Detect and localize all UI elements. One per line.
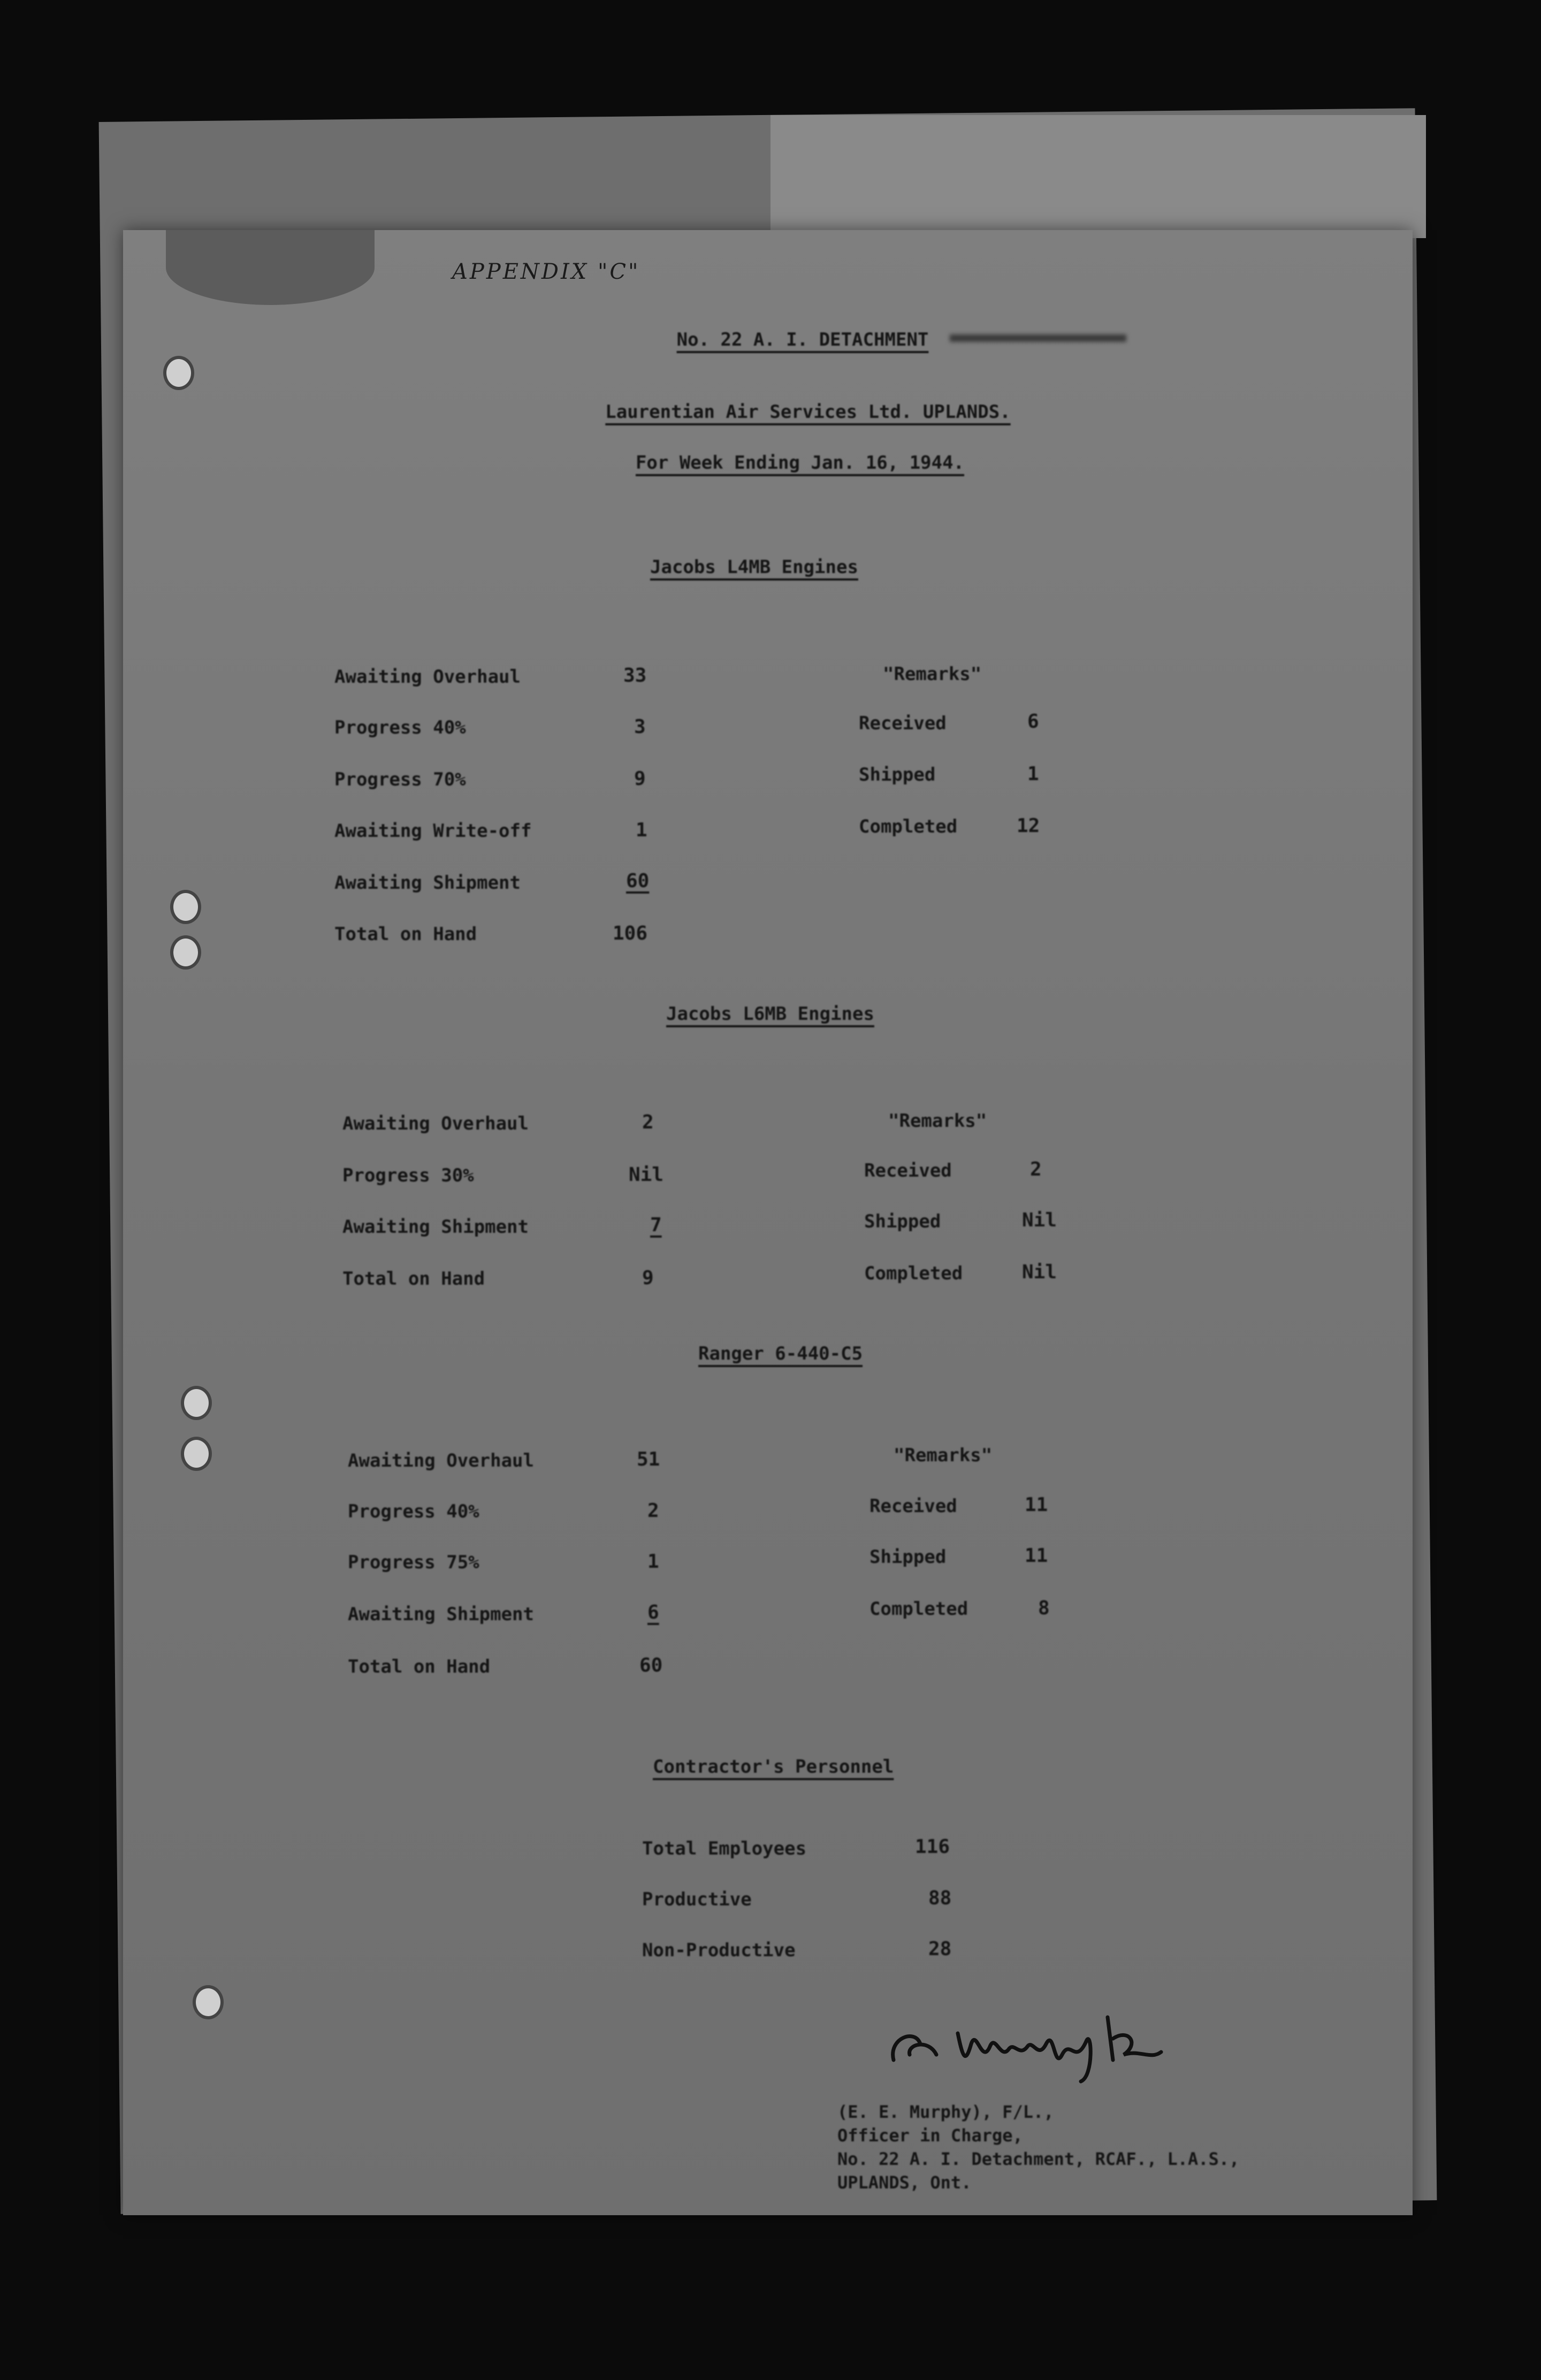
row-label: Awaiting Shipment bbox=[348, 1604, 534, 1625]
remarks-title: "Remarks" bbox=[894, 1445, 993, 1466]
row-value: 1 bbox=[636, 819, 647, 841]
remark-value: 11 bbox=[1025, 1545, 1048, 1567]
header-unit: No. 22 A. I. DETACHMENT bbox=[676, 329, 929, 350]
remark-value: 11 bbox=[1025, 1494, 1048, 1516]
personnel-value: 116 bbox=[915, 1836, 950, 1858]
remark-value: 6 bbox=[1027, 711, 1039, 733]
remark-label: Received bbox=[869, 1496, 957, 1517]
remark-label: Shipped bbox=[869, 1546, 947, 1568]
row-label: Awaiting Shipment bbox=[342, 1216, 529, 1238]
remark-value: 12 bbox=[1017, 815, 1040, 837]
row-value: 51 bbox=[637, 1448, 660, 1470]
section-title: Jacobs L6MB Engines bbox=[666, 1003, 874, 1025]
remark-label: Received bbox=[859, 713, 947, 734]
personnel-value: 28 bbox=[928, 1938, 952, 1960]
remark-label: Completed bbox=[859, 816, 958, 837]
row-label: Total on Hand bbox=[334, 924, 477, 945]
officer-title: Officer in Charge, bbox=[837, 2125, 1023, 2146]
personnel-value: 88 bbox=[928, 1887, 952, 1909]
remark-label: Received bbox=[864, 1160, 952, 1181]
remarks-title: "Remarks" bbox=[888, 1110, 987, 1132]
personnel-label: Productive bbox=[642, 1889, 752, 1910]
section-title: Jacobs L4MB Engines bbox=[650, 556, 858, 578]
remark-label: Shipped bbox=[864, 1211, 941, 1232]
remarks-title: "Remarks" bbox=[883, 663, 982, 685]
row-label: Total on Hand bbox=[348, 1656, 491, 1677]
row-label: Progress 30% bbox=[342, 1165, 474, 1186]
appendix-label: APPENDIX "C" bbox=[452, 260, 640, 284]
row-value: 9 bbox=[642, 1267, 654, 1289]
remark-value: 1 bbox=[1027, 763, 1039, 785]
remark-label: Completed bbox=[864, 1263, 963, 1284]
remark-value: 2 bbox=[1030, 1158, 1042, 1180]
officer-unit: No. 22 A. I. Detachment, RCAF., L.A.S., bbox=[837, 2149, 1240, 2169]
row-value: 60 bbox=[626, 870, 650, 892]
row-value: 6 bbox=[647, 1601, 659, 1623]
section-title: Ranger 6-440-C5 bbox=[698, 1343, 863, 1364]
remark-value: Nil bbox=[1022, 1261, 1057, 1283]
officer-name: (E. E. Murphy), F/L., bbox=[837, 2102, 1054, 2122]
row-value: 1 bbox=[647, 1551, 659, 1573]
header-week: For Week Ending Jan. 16, 1944. bbox=[635, 452, 965, 474]
personnel-title: Contractor's Personnel bbox=[653, 1756, 894, 1778]
remark-label: Shipped bbox=[859, 764, 936, 785]
header-company: Laurentian Air Services Ltd. UPLANDS. bbox=[605, 401, 1011, 423]
row-value: 2 bbox=[642, 1111, 654, 1133]
row-label: Awaiting Overhaul bbox=[348, 1450, 534, 1471]
officer-block bbox=[837, 2100, 1239, 2194]
back-sheet-top bbox=[771, 115, 1426, 238]
row-label: Progress 70% bbox=[334, 769, 466, 790]
row-label: Progress 75% bbox=[348, 1552, 479, 1573]
row-value: 3 bbox=[634, 716, 646, 738]
remark-value: Nil bbox=[1022, 1209, 1057, 1231]
document bbox=[123, 230, 1413, 2215]
row-value: 9 bbox=[634, 768, 646, 790]
remark-value: 8 bbox=[1038, 1597, 1050, 1619]
row-label: Total on Hand bbox=[342, 1268, 485, 1290]
row-label: Awaiting Overhaul bbox=[334, 666, 521, 688]
row-value: 60 bbox=[639, 1654, 663, 1676]
remark-label: Completed bbox=[869, 1598, 968, 1620]
row-label: Progress 40% bbox=[334, 717, 466, 738]
row-value: 33 bbox=[623, 665, 647, 686]
row-label: Awaiting Shipment bbox=[334, 872, 521, 894]
row-value: 106 bbox=[613, 922, 648, 944]
row-label: Awaiting Overhaul bbox=[342, 1113, 529, 1134]
personnel-label: Non-Productive bbox=[642, 1940, 796, 1961]
handwritten-signature bbox=[878, 1996, 1209, 2087]
row-value: Nil bbox=[629, 1164, 664, 1186]
row-label: Progress 40% bbox=[348, 1501, 479, 1522]
row-value: 2 bbox=[647, 1500, 659, 1522]
personnel-label: Total Employees bbox=[642, 1838, 807, 1859]
officer-location: UPLANDS, Ont. bbox=[837, 2172, 972, 2193]
row-label: Awaiting Write-off bbox=[334, 820, 532, 842]
row-value: 7 bbox=[650, 1214, 662, 1236]
